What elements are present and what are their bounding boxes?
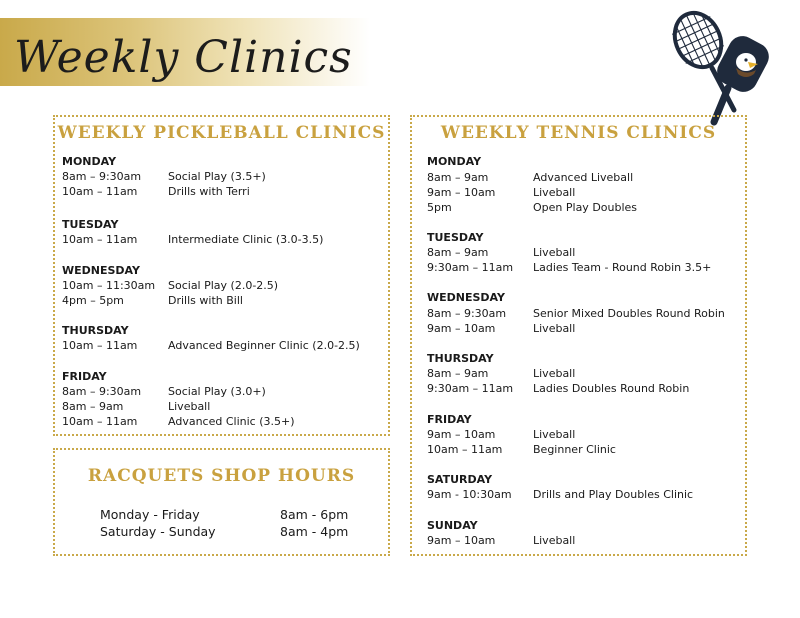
activity: Ladies Doubles Round Robin: [533, 382, 690, 395]
activity: Social Play (3.5+): [168, 170, 266, 183]
time: 9:30am – 11am: [427, 261, 514, 274]
activity: Social Play (3.0+): [168, 385, 266, 398]
activity: Social Play (2.0-2.5): [168, 279, 279, 292]
time: 10am – 11:30am: [62, 279, 156, 292]
time: 9am – 10am: [427, 186, 496, 199]
activity: Beginner Clinic: [533, 443, 616, 456]
shop-hours-panel: [53, 448, 390, 556]
time: 8am – 9am: [427, 367, 489, 380]
activity: Drills with Bill: [168, 294, 243, 307]
time: 8am – 9am: [62, 400, 124, 413]
activity: Senior Mixed Doubles Round Robin: [533, 307, 725, 320]
time: 9:30am – 11am: [427, 382, 514, 395]
activity: Liveball: [533, 246, 576, 259]
activity: Liveball: [533, 367, 576, 380]
day-heading: SATURDAY: [427, 473, 493, 486]
tennis-panel-title: WEEKLY TENNIS CLINICS: [440, 123, 717, 143]
time: 10am – 11am: [427, 443, 503, 456]
shop-days: Saturday - Sunday: [100, 524, 216, 539]
activity: Liveball: [533, 534, 576, 547]
shop-days: Monday - Friday: [100, 507, 200, 522]
day-heading: MONDAY: [62, 155, 117, 168]
time: 5pm: [427, 201, 452, 214]
activity: Advanced Beginner Clinic (2.0-2.5): [168, 339, 360, 352]
activity: Intermediate Clinic (3.0-3.5): [168, 233, 324, 246]
page-title: Weekly Clinics: [14, 32, 353, 83]
activity: Liveball: [168, 400, 211, 413]
day-heading: SUNDAY: [427, 519, 478, 532]
time: 10am – 11am: [62, 185, 138, 198]
tennis-clinics-panel: [410, 115, 747, 556]
time: 9am - 10:30am: [427, 488, 512, 501]
activity: Drills and Play Doubles Clinic: [533, 488, 694, 501]
day-heading: FRIDAY: [427, 413, 472, 426]
time: 8am – 9:30am: [62, 170, 142, 183]
activity: Ladies Team - Round Robin 3.5+: [533, 261, 712, 274]
activity: Liveball: [533, 428, 576, 441]
shop-hours-title: RACQUETS SHOP HOURS: [87, 466, 356, 486]
racket-paddle-logo: [660, 10, 770, 130]
time: 10am – 11am: [62, 415, 138, 428]
day-heading: WEDNESDAY: [427, 291, 505, 304]
day-heading: TUESDAY: [427, 231, 484, 244]
time: 10am – 11am: [62, 233, 138, 246]
time: 9am – 10am: [427, 428, 496, 441]
time: 8am – 9:30am: [427, 307, 507, 320]
time: 9am – 10am: [427, 322, 496, 335]
activity: Advanced Liveball: [533, 171, 634, 184]
day-heading: THURSDAY: [62, 324, 129, 337]
day-heading: WEDNESDAY: [62, 264, 140, 277]
activity: Liveball: [533, 186, 576, 199]
activity: Advanced Clinic (3.5+): [168, 415, 295, 428]
pickleball-clinics-panel: [53, 115, 390, 436]
day-heading: MONDAY: [427, 155, 482, 168]
day-heading: FRIDAY: [62, 370, 107, 383]
shop-hours: 8am - 6pm: [280, 507, 349, 522]
day-heading: THURSDAY: [427, 352, 494, 365]
header-banner: [0, 18, 370, 86]
day-heading: TUESDAY: [62, 218, 119, 231]
activity: Liveball: [533, 322, 576, 335]
activity: Open Play Doubles: [533, 201, 638, 214]
time: 9am – 10am: [427, 534, 496, 547]
time: 8am – 9am: [427, 171, 489, 184]
time: 4pm – 5pm: [62, 294, 124, 307]
pickleball-panel-title: WEEKLY PICKLEBALL CLINICS: [57, 123, 386, 143]
time: 8am – 9:30am: [62, 385, 142, 398]
shop-hours: 8am - 4pm: [280, 524, 349, 539]
time: 10am – 11am: [62, 339, 138, 352]
time: 8am – 9am: [427, 246, 489, 259]
activity: Drills with Terri: [168, 185, 250, 198]
